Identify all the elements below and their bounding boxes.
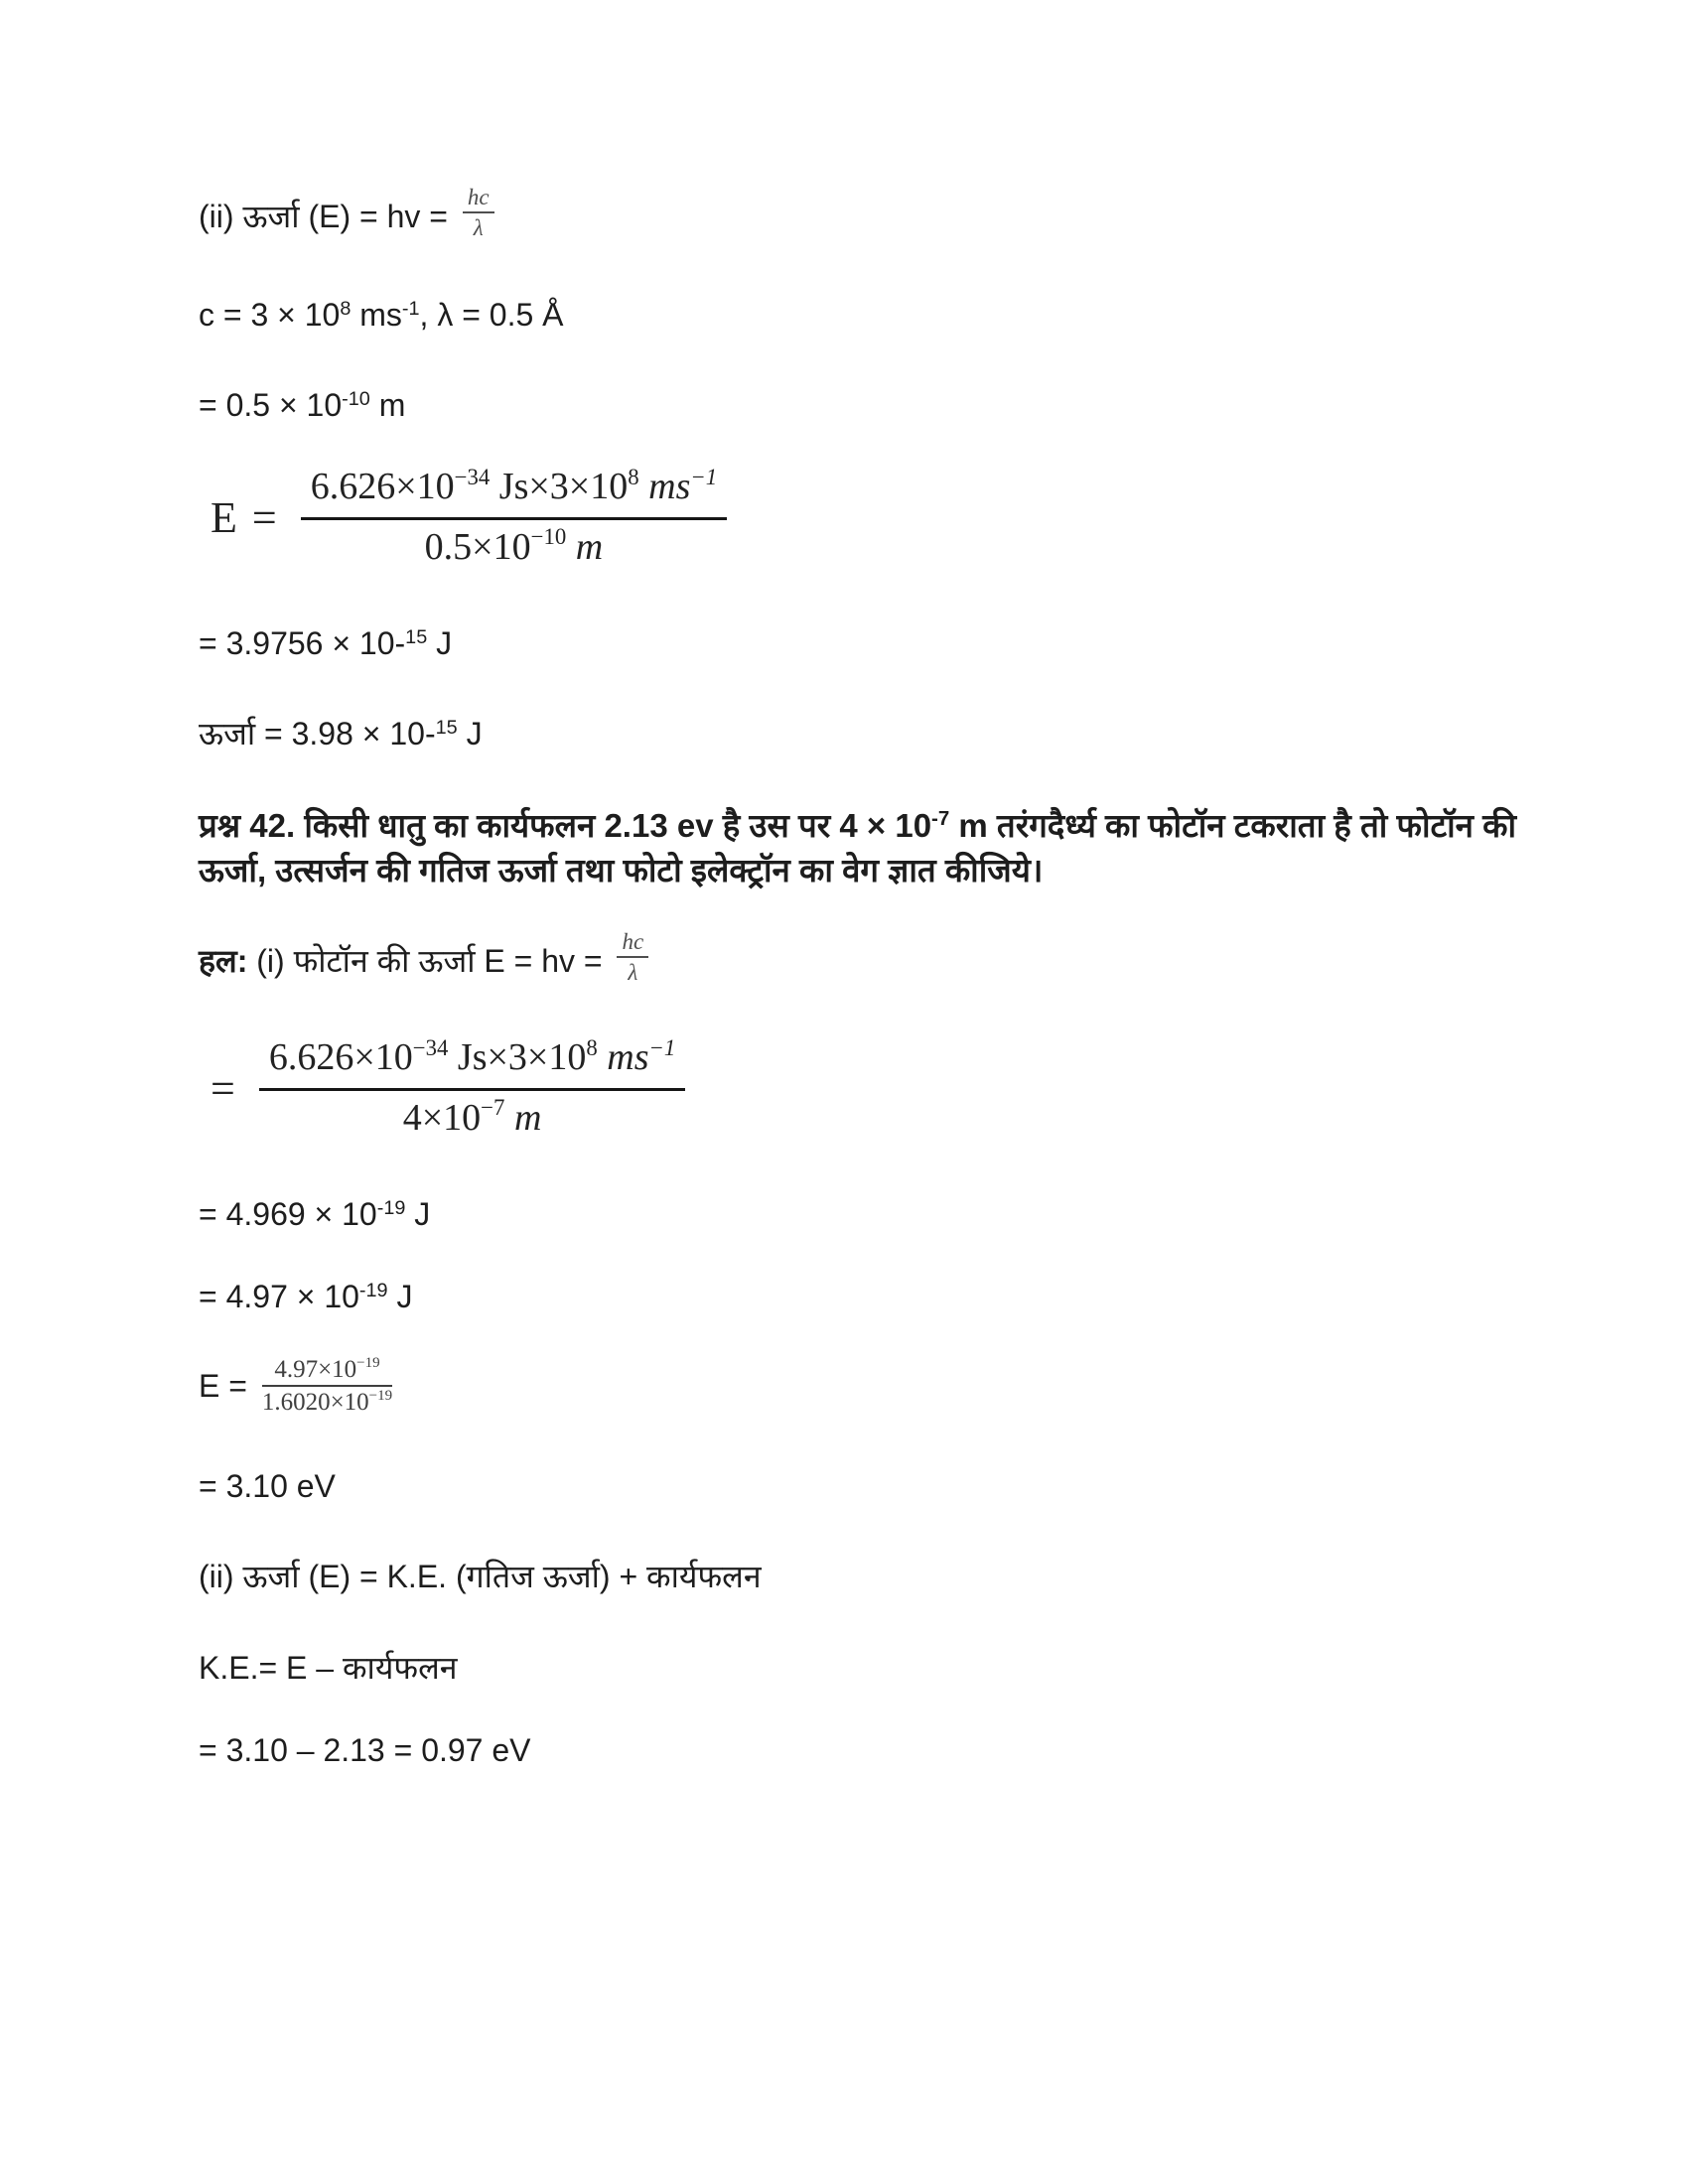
text-run: (ii) ऊर्जा (E) = K.E. (गतिज ऊर्जा) + कार्यफलन bbox=[199, 1559, 762, 1595]
text-run: प्रश्न 42. किसी धातु का कार्यफलन 2.13 ev है उस पर 4 × 10 bbox=[199, 806, 932, 844]
text-run: = 3.10 eV bbox=[199, 1467, 336, 1504]
text-run: = 3.9756 × 10- bbox=[199, 624, 406, 661]
superscript: -10 bbox=[342, 388, 370, 411]
line-energy-ke-relation bbox=[199, 1555, 1569, 1599]
text-run: = 4.969 × 10 bbox=[199, 1195, 377, 1232]
superscript: 8 bbox=[628, 464, 639, 489]
text-run: ऊर्जा = 3.98 × 10- bbox=[199, 716, 436, 752]
line-energy-value-precise bbox=[199, 621, 1569, 666]
text-run: m bbox=[369, 387, 406, 424]
display-fraction bbox=[301, 466, 727, 569]
superscript: 15 bbox=[405, 625, 428, 648]
text-run: m bbox=[575, 526, 604, 569]
line-ke-result bbox=[199, 1728, 1569, 1773]
text-run: λ bbox=[628, 960, 638, 986]
line-ke-definition bbox=[199, 1646, 1569, 1691]
text-run: 0.5×10 bbox=[424, 526, 531, 569]
line-energy-formula-ii bbox=[199, 185, 1569, 247]
line-energy-in-ev bbox=[199, 1464, 1569, 1509]
text-run: 6.626×10 bbox=[268, 1036, 413, 1079]
formula-lhs: E = bbox=[211, 493, 279, 543]
solution-line bbox=[199, 928, 1569, 992]
fraction-denominator bbox=[259, 1091, 685, 1141]
text-run bbox=[566, 526, 576, 568]
text-run: E = bbox=[199, 1367, 256, 1404]
text-run: J bbox=[405, 1195, 431, 1232]
superscript: 8 bbox=[340, 297, 352, 320]
text-run: J bbox=[427, 624, 453, 661]
text-run: = 3.10 – 2.13 = 0.97 eV bbox=[199, 1731, 531, 1768]
fraction-numerator bbox=[262, 1356, 392, 1388]
text-run bbox=[639, 466, 649, 507]
fraction-denominator bbox=[617, 958, 648, 985]
line-photon-energy-precise bbox=[199, 1192, 1569, 1237]
fraction-denominator bbox=[301, 520, 727, 570]
text-run: (ii) ऊर्जा (E) = hv = bbox=[199, 198, 457, 234]
hc-over-lambda-fraction bbox=[617, 929, 648, 986]
text-run: , λ = 0.5 Å bbox=[419, 296, 564, 333]
superscript: 15 bbox=[435, 717, 458, 740]
text-run: ms bbox=[648, 466, 691, 508]
hc-over-lambda-fraction bbox=[463, 185, 494, 241]
text-run: 4×10 bbox=[402, 1097, 482, 1140]
superscript: -19 bbox=[358, 1280, 388, 1302]
superscript: -1 bbox=[401, 297, 420, 320]
text-run: m तरंगदैर्ध्य का फोटॉन टकराता है तो फोटॉन की ऊर्जा, उत्सर्जन की गतिज ऊर्जा तथा फोटो इलेक्ट्रॉन का वेग ज्ञात कीजिये। bbox=[199, 806, 1517, 889]
text-run bbox=[504, 1097, 514, 1139]
text-run: = 4.97 × 10 bbox=[199, 1279, 359, 1315]
line-energy-value-rounded bbox=[199, 712, 1569, 756]
text-run: J bbox=[387, 1279, 413, 1315]
text-run: (i) फोटॉन की ऊर्जा E = hv = bbox=[247, 942, 612, 979]
superscript: −1 bbox=[648, 1034, 676, 1060]
superscript: −7 bbox=[481, 1095, 505, 1121]
display-formula-energy-2 bbox=[211, 1036, 1569, 1140]
text-run: हल: bbox=[199, 942, 248, 979]
superscript: −34 bbox=[412, 1034, 449, 1060]
text-run: λ bbox=[473, 215, 484, 241]
line-photon-energy-rounded bbox=[199, 1275, 1569, 1319]
text-run: Js×3×10 bbox=[448, 1036, 587, 1079]
fraction-numerator bbox=[617, 929, 648, 958]
display-formula-energy-1 bbox=[211, 466, 1569, 569]
superscript: −10 bbox=[530, 524, 567, 550]
text-run: ms bbox=[607, 1036, 649, 1079]
text-run: = 0.5 × 10 bbox=[199, 387, 343, 424]
fraction-denominator bbox=[262, 1387, 392, 1417]
text-run: 1.6020×10 bbox=[261, 1389, 369, 1417]
text-run: 4.97×10 bbox=[274, 1355, 357, 1383]
question-42 bbox=[199, 803, 1569, 893]
fraction-numerator bbox=[301, 466, 727, 520]
text-run bbox=[598, 1036, 608, 1078]
fraction-numerator bbox=[259, 1036, 685, 1091]
superscript: 8 bbox=[586, 1034, 598, 1060]
text-run: ms bbox=[351, 296, 402, 333]
fraction-numerator bbox=[463, 185, 494, 213]
text-run: m bbox=[513, 1097, 542, 1140]
superscript: −34 bbox=[454, 464, 491, 489]
text-run: K.E.= E – कार्यफलन bbox=[199, 1649, 458, 1686]
line-constants bbox=[199, 293, 1569, 338]
superscript: −19 bbox=[356, 1354, 380, 1371]
text-run: J bbox=[457, 716, 483, 752]
text-run: 6.626×10 bbox=[310, 466, 455, 508]
display-fraction bbox=[259, 1036, 685, 1140]
text-run: hc bbox=[622, 928, 644, 954]
superscript: −19 bbox=[368, 1388, 393, 1405]
formula-lhs: = bbox=[211, 1064, 237, 1114]
ev-conversion-fraction bbox=[262, 1356, 392, 1417]
line-wavelength-in-m bbox=[199, 383, 1569, 428]
superscript: -7 bbox=[931, 807, 950, 831]
fraction-denominator bbox=[463, 213, 494, 240]
text-run: hc bbox=[467, 185, 490, 209]
line-ev-conversion bbox=[199, 1354, 1569, 1419]
text-run: Js×3×10 bbox=[490, 466, 629, 508]
superscript: −1 bbox=[690, 464, 718, 489]
text-run: c = 3 × 10 bbox=[199, 296, 341, 333]
superscript: -19 bbox=[376, 1196, 406, 1219]
